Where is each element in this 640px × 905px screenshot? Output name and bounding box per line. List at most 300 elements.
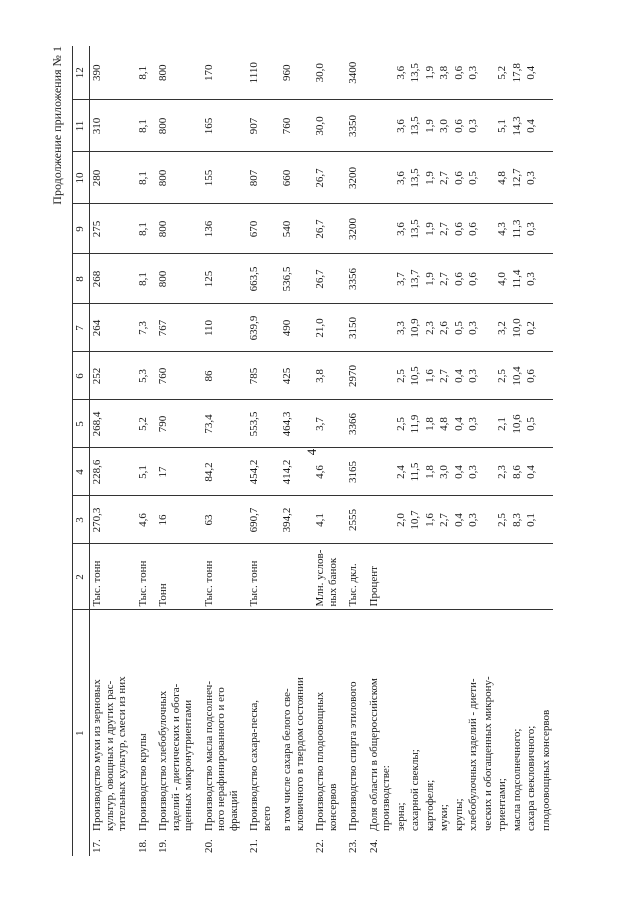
value-text: 800	[157, 220, 169, 238]
value-text: 1,8	[423, 465, 436, 479]
value-cell	[346, 352, 361, 400]
value-cell	[408, 100, 423, 152]
value-cell	[524, 100, 539, 152]
value-text: 11,5	[409, 462, 421, 482]
value-cell	[247, 448, 274, 496]
value-cell	[495, 152, 510, 204]
value-cell	[466, 152, 481, 204]
value-cell	[495, 254, 510, 304]
value-cell	[367, 46, 394, 100]
indicator-name-cell	[90, 610, 130, 856]
value-text: 73,4	[202, 414, 215, 434]
indicator-name-line	[137, 614, 150, 854]
value-cell	[524, 400, 539, 448]
value-text: 0,4	[525, 65, 537, 80]
share-item-name-cell	[466, 610, 481, 856]
value-cell	[202, 304, 242, 352]
value-text: 3356	[347, 268, 359, 290]
share-item-row	[510, 46, 525, 856]
share-item-label-wrap	[438, 614, 451, 854]
unit-text: Тыс. тонн	[136, 560, 149, 607]
value-text: 21,0	[314, 318, 326, 338]
indicator-name-line	[228, 614, 241, 854]
value-text: 490	[281, 319, 293, 337]
value-cell	[367, 352, 394, 400]
value-cell	[367, 496, 394, 544]
value-text: 0,3	[467, 321, 479, 335]
value-cell	[423, 400, 438, 448]
value-cell	[280, 46, 307, 100]
value-text: 4,8	[496, 171, 508, 185]
value-text: 4,6	[314, 465, 326, 479]
indicator-name-text: щенных микронутриентами	[182, 699, 194, 831]
value-cell	[495, 496, 510, 544]
value-text: 2,5	[394, 369, 407, 383]
value-text: 454,2	[248, 459, 260, 485]
value-cell	[136, 400, 151, 448]
value-cell	[313, 496, 340, 544]
unit-cell	[524, 544, 539, 610]
value-text: 0,3	[467, 369, 479, 383]
value-cell	[423, 254, 438, 304]
value-cell	[466, 254, 481, 304]
unit-cell	[202, 544, 242, 610]
value-cell	[510, 400, 525, 448]
value-cell	[423, 152, 438, 204]
value-text: 536,5	[281, 266, 293, 292]
share-item-name-cell	[394, 610, 409, 856]
unit-cell	[136, 544, 151, 610]
value-text: 540	[281, 220, 293, 238]
value-cell	[510, 46, 525, 100]
value-text: 1,9	[423, 272, 436, 286]
share-item-label: картофеля;	[423, 779, 436, 831]
value-cell	[136, 46, 151, 100]
value-text: 3366	[347, 413, 359, 435]
value-cell	[313, 400, 340, 448]
value-text: 2,7	[438, 171, 450, 185]
value-text: 960	[281, 64, 293, 81]
value-text: 414,2	[281, 459, 293, 485]
column-header-8: 8	[73, 254, 90, 304]
appendix-table	[72, 46, 553, 856]
value-text: 0,4	[525, 465, 537, 479]
unit-cell	[313, 544, 340, 610]
value-text: 0,1	[525, 513, 537, 527]
value-cell	[394, 352, 409, 400]
value-text: 0,3	[467, 65, 479, 80]
value-cell	[452, 496, 467, 544]
value-text: 2,7	[438, 222, 450, 236]
unit-cell	[280, 544, 307, 610]
value-text: 3200	[347, 218, 359, 240]
value-cell	[313, 152, 340, 204]
value-text: 26,7	[314, 219, 326, 239]
unit-cell	[408, 544, 423, 610]
value-cell	[346, 100, 361, 152]
value-cell	[408, 46, 423, 100]
value-cell	[367, 254, 394, 304]
value-text: 3,0	[438, 119, 450, 133]
column-header-4: 4	[73, 448, 90, 496]
value-cell	[466, 352, 481, 400]
value-text: 3,7	[394, 272, 407, 286]
share-item-row	[539, 46, 554, 856]
value-cell	[247, 204, 274, 254]
indicator-name-text: производстве:	[380, 765, 392, 831]
value-cell	[510, 152, 525, 204]
value-cell	[202, 352, 242, 400]
share-item-label-wrap	[409, 614, 422, 854]
value-text: 13,5	[409, 116, 421, 136]
value-cell	[539, 100, 554, 152]
value-cell	[90, 100, 130, 152]
value-text: 800	[157, 64, 169, 81]
value-cell	[346, 254, 361, 304]
value-text: 0,6	[452, 171, 465, 185]
unit-text: Тыс. тонн	[248, 560, 260, 607]
value-text: 10,0	[510, 318, 523, 338]
indicator-name-line	[170, 614, 183, 854]
table-row	[136, 46, 151, 856]
indicator-name-text: Производство крупы	[136, 733, 149, 831]
value-text: 310	[91, 117, 103, 135]
value-cell	[394, 400, 409, 448]
value-text: 0,4	[452, 465, 465, 479]
value-cell	[90, 352, 130, 400]
value-cell	[136, 254, 151, 304]
value-text: 800	[157, 270, 169, 288]
indicator-name-line	[215, 614, 228, 854]
value-text: 0,3	[525, 171, 537, 185]
value-cell	[466, 100, 481, 152]
value-cell	[495, 304, 510, 352]
column-header-7: 7	[73, 304, 90, 352]
value-cell	[156, 152, 196, 204]
value-cell	[539, 204, 554, 254]
value-text: 0,6	[452, 222, 465, 236]
value-cell	[247, 152, 274, 204]
value-cell	[280, 448, 307, 496]
value-cell	[367, 152, 394, 204]
share-item-label: триентами;	[496, 778, 508, 831]
indicator-name-text: кловичного в твердом состоянии	[293, 677, 306, 831]
value-cell	[346, 304, 361, 352]
share-item-name-cell	[423, 610, 438, 856]
value-cell	[346, 152, 361, 204]
value-cell	[408, 152, 423, 204]
unit-cell	[539, 544, 554, 610]
value-text: 280	[91, 169, 103, 187]
value-text: 690,7	[248, 507, 260, 533]
value-text: 125	[202, 270, 215, 288]
value-cell	[408, 304, 423, 352]
value-cell	[481, 304, 496, 352]
value-cell	[202, 400, 242, 448]
value-cell	[408, 352, 423, 400]
value-cell	[367, 100, 394, 152]
share-item-label-wrap	[424, 614, 437, 854]
share-item-label-wrap	[496, 614, 509, 854]
value-text: 800	[157, 169, 169, 187]
value-text: 4,6	[136, 513, 149, 527]
value-cell	[346, 400, 361, 448]
value-text: 8,1	[136, 119, 149, 133]
value-cell	[437, 100, 452, 152]
value-cell	[510, 448, 525, 496]
value-cell	[452, 152, 467, 204]
column-header-1: 1	[73, 610, 90, 856]
indicator-name-line	[157, 614, 170, 854]
share-item-label: зерна;	[394, 802, 407, 831]
share-item-label-wrap	[525, 614, 538, 854]
value-cell	[423, 100, 438, 152]
row-number: 23.	[347, 839, 359, 853]
value-cell	[437, 352, 452, 400]
unit-cell	[495, 544, 510, 610]
value-cell	[466, 496, 481, 544]
value-text: 3,6	[394, 119, 407, 133]
column-header-11: 11	[73, 100, 90, 152]
indicator-name-text: Производство масла подсолнеч-	[202, 681, 215, 831]
value-cell	[452, 204, 467, 254]
value-text: 86	[202, 370, 215, 382]
value-text: 3200	[347, 167, 359, 189]
share-item-label: плодоовощных консервов	[539, 709, 552, 831]
value-text: 8,3	[510, 513, 523, 527]
indicator-name-text: Производство плодоовощных	[314, 691, 326, 831]
value-cell	[136, 152, 151, 204]
value-text: 0,3	[525, 272, 537, 286]
value-cell	[394, 152, 409, 204]
value-cell	[280, 496, 307, 544]
unit-cell	[481, 544, 496, 610]
value-cell	[539, 400, 554, 448]
table-row	[346, 46, 361, 856]
value-text: 165	[202, 117, 215, 135]
value-text: 13,5	[409, 63, 421, 83]
value-text: 0,4	[452, 369, 465, 383]
value-text: 0,6	[525, 369, 537, 383]
indicator-name-line	[380, 614, 393, 854]
value-cell	[367, 400, 394, 448]
share-item-name-cell	[408, 610, 423, 856]
indicator-name-line	[368, 614, 381, 854]
value-text: 8,6	[510, 465, 523, 479]
unit-cell	[247, 544, 274, 610]
unit-cell	[156, 544, 196, 610]
value-text: 228,6	[91, 459, 103, 485]
value-text: 14,3	[510, 116, 523, 136]
share-item-label: хлебобулочных изделий - диети-	[467, 678, 479, 831]
value-text: 1,9	[423, 222, 436, 236]
value-cell	[313, 448, 340, 496]
value-text: 3,6	[394, 222, 407, 236]
value-cell	[539, 352, 554, 400]
share-item-row	[466, 46, 481, 856]
share-item-row	[495, 46, 510, 856]
value-cell	[90, 46, 130, 100]
value-text: 13,5	[409, 168, 421, 188]
value-cell	[539, 496, 554, 544]
value-cell	[394, 46, 409, 100]
value-cell	[367, 204, 394, 254]
value-cell	[408, 254, 423, 304]
share-item-label-wrap	[453, 614, 466, 854]
share-item-row	[524, 46, 539, 856]
value-text: 8,1	[136, 171, 149, 185]
value-text: 8,1	[136, 222, 149, 236]
value-cell	[280, 304, 307, 352]
value-cell	[510, 204, 525, 254]
column-header-2: 2	[73, 544, 90, 610]
value-text: 785	[248, 367, 260, 385]
table-row	[247, 46, 274, 856]
indicator-name-cell	[202, 610, 242, 856]
unit-text: Тонн	[157, 583, 169, 607]
indicator-name-line	[182, 614, 195, 854]
value-cell	[481, 204, 496, 254]
value-cell	[313, 100, 340, 152]
value-cell	[247, 46, 274, 100]
unit-cell	[423, 544, 438, 610]
value-text: 0,6	[467, 272, 479, 286]
share-item-name-cell	[452, 610, 467, 856]
column-header-6: 6	[73, 352, 90, 400]
value-text: 800	[157, 117, 169, 135]
value-cell	[202, 496, 242, 544]
value-text: 16	[157, 514, 169, 526]
value-text: 2,7	[438, 272, 450, 286]
value-text: 11,9	[409, 414, 421, 434]
value-cell	[90, 448, 130, 496]
table-header-row	[73, 46, 90, 856]
value-cell	[136, 448, 151, 496]
indicator-name-text: изделий - диетических и обога-	[169, 683, 182, 831]
value-text: 2,7	[438, 513, 450, 527]
table-row-share	[367, 46, 394, 856]
value-text: 807	[248, 169, 260, 187]
value-text: 3165	[347, 461, 359, 483]
table-row	[280, 46, 307, 856]
value-text: 0,2	[525, 321, 537, 335]
value-text: 760	[157, 367, 169, 385]
share-item-name-cell	[495, 610, 510, 856]
value-text: 5,2	[496, 65, 508, 80]
continuation-heading: Продолжение приложения № 1	[50, 46, 64, 205]
value-cell	[247, 254, 274, 304]
indicator-name-line	[327, 614, 340, 854]
value-text: 2970	[347, 365, 359, 387]
table-row	[313, 46, 340, 856]
value-text: 110	[202, 319, 215, 337]
value-cell	[452, 254, 467, 304]
value-cell	[452, 304, 467, 352]
value-cell	[510, 352, 525, 400]
indicator-name-cell	[136, 610, 151, 856]
indicator-name-line	[203, 614, 216, 854]
indicator-name-text: в том числе сахара белого све-	[281, 688, 293, 831]
value-cell	[423, 46, 438, 100]
value-text: 4,3	[496, 222, 508, 236]
value-cell	[452, 352, 467, 400]
value-cell	[90, 496, 130, 544]
value-text: 0,3	[467, 119, 479, 133]
value-cell	[156, 352, 196, 400]
value-text: 2,7	[438, 369, 450, 383]
value-text: 5,1	[136, 465, 149, 479]
value-text: 1,8	[423, 417, 436, 431]
value-cell	[481, 400, 496, 448]
value-text: 2,4	[394, 465, 407, 479]
share-item-row	[452, 46, 467, 856]
value-cell	[437, 400, 452, 448]
value-text: 10,6	[510, 414, 523, 434]
value-cell	[156, 448, 196, 496]
share-item-label: масла подсолнечного;	[510, 728, 523, 831]
value-text: 3,6	[394, 65, 407, 80]
share-item-label-wrap	[467, 614, 480, 854]
value-cell	[423, 496, 438, 544]
value-cell	[156, 496, 196, 544]
share-item-row	[437, 46, 452, 856]
value-cell	[437, 46, 452, 100]
value-text: 2,5	[496, 513, 508, 527]
value-cell	[437, 152, 452, 204]
value-cell	[346, 46, 361, 100]
value-text: 0,3	[525, 222, 537, 236]
indicator-name-cell	[346, 610, 361, 856]
value-text: 5,3	[136, 369, 149, 383]
value-cell	[481, 100, 496, 152]
unit-text: Тыс. дкл.	[347, 563, 359, 607]
value-cell	[437, 448, 452, 496]
value-cell	[367, 304, 394, 352]
value-text: 0,3	[467, 417, 479, 431]
value-cell	[280, 100, 307, 152]
value-cell	[539, 46, 554, 100]
share-item-row	[481, 46, 496, 856]
value-cell	[466, 46, 481, 100]
indicator-name-cell	[280, 610, 307, 856]
value-cell	[202, 448, 242, 496]
column-header-5: 5	[73, 400, 90, 448]
indicator-name-cell	[367, 610, 394, 856]
value-text: 4,0	[496, 272, 508, 286]
value-text: 0,6	[452, 272, 465, 286]
value-text: 2555	[347, 509, 359, 531]
value-cell	[90, 304, 130, 352]
value-text: 1,9	[423, 119, 436, 133]
share-item-row	[394, 46, 409, 856]
page-number: 4	[304, 448, 319, 456]
share-item-label: крупы;	[452, 798, 465, 831]
value-cell	[247, 496, 274, 544]
value-text: 8,1	[136, 272, 149, 286]
indicator-name-cell	[313, 610, 340, 856]
value-text: 8,1	[136, 65, 149, 80]
indicator-name-text: ного нерафинированного и его	[215, 687, 227, 831]
value-text: 0,5	[452, 321, 465, 335]
unit-cell	[437, 544, 452, 610]
share-item-name-cell	[510, 610, 525, 856]
value-text: 3,0	[438, 465, 450, 479]
value-cell	[539, 448, 554, 496]
value-text: 170	[202, 64, 215, 81]
value-cell	[313, 254, 340, 304]
value-cell	[202, 46, 242, 100]
share-item-name-cell	[481, 610, 496, 856]
